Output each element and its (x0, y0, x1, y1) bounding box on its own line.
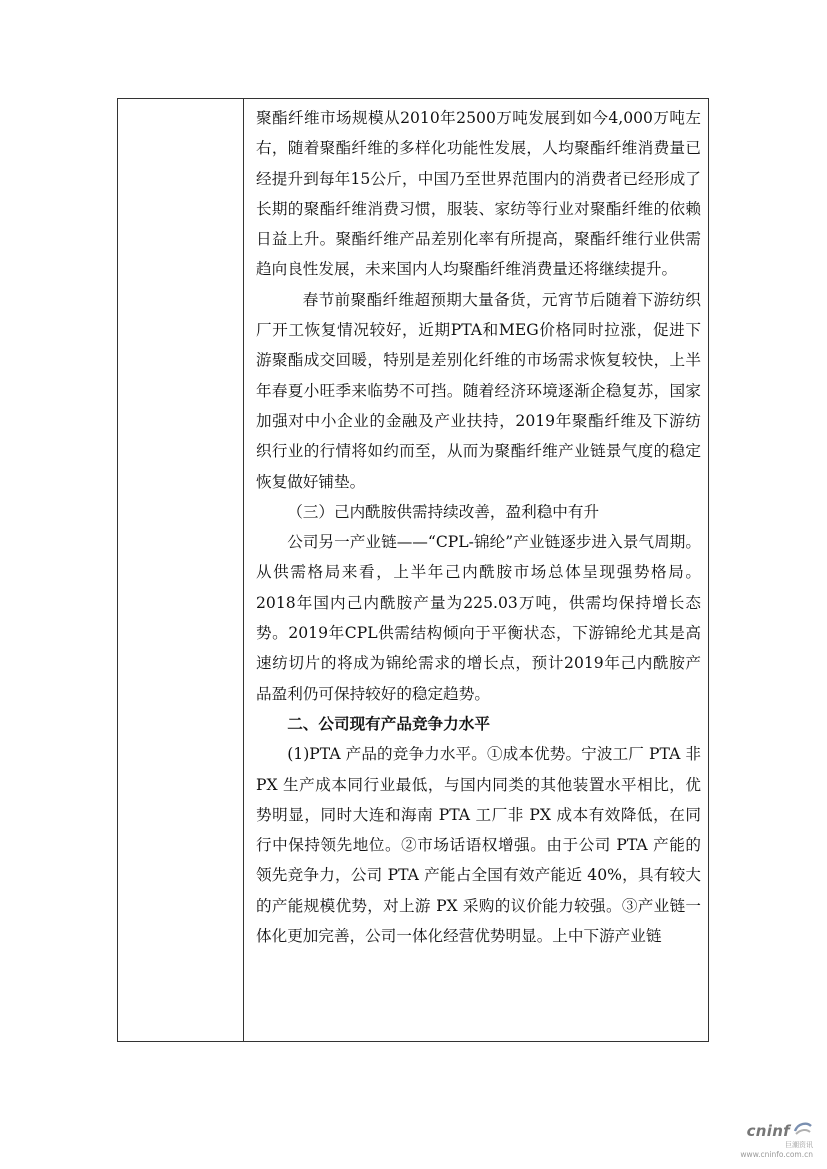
paragraph-pta-competitiveness: (1)PTA 产品的竞争力水平。①成本优势。宁波工厂 PTA 非 PX 生产成本同行业最低，与国内同类的其他装置水平相比，优势明显，同时大连和海南 PTA 工厂非 PX 成本有效降低，在同行中保持领先地位。②市场话语权增强。由于公司 PTA 产能的领先竞争力，公司 PTA 产能占全国有效产能近 40%，具有较大的产能规模优势，对上游 PX 采购的议价能力较强。③产业链一体化更加完善，公司一体化经营优势明显。上中下游产业链 (256, 745, 701, 946)
paragraph-spring-festival: 春节前聚酯纤维超预期大量备货，元宵节后随着下游纺织厂开工恢复情况较好，近期PTA和MEG价格同时拉涨，促进下游聚酯成交回暖，特别是差别化纤维的市场需求恢复较快，上半年春夏小旺季来临势不可挡。随着经济环境逐渐企稳复苏，国家加强对中小企业的金融及产业扶持，2019年聚酯纤维及下游纺织行业的行情将如约而至，从而为聚酯纤维产业链景气度的稳定恢复做好铺垫。 (256, 290, 701, 491)
paragraph-cpl-chain: 公司另一产业链——“CPL-锦纶”产业链逐步进入景气周期。从供需格局来看，上半年己内酰胺市场总体呈现强势格局。2018年国内己内酰胺产量为225.03万吨，供需均保持增长态势。2019年CPL供需结构倾向于平衡状态，下游锦纶尤其是高速纺切片的将成为锦纶需求的增长点，预计2019年己内酰胺产品盈利仍可保持较好的稳定趋势。 (256, 533, 701, 703)
watermark-url: www.cninfo.com.cn (740, 1150, 813, 1159)
watermark-sub: 巨潮资讯 (785, 1141, 813, 1149)
section-heading-competitiveness: 二、公司现有产品竞争力水平 (287, 714, 490, 733)
table-left-cell (118, 99, 244, 1041)
subheading-caprolactam: （三）己内酰胺供需持续改善，盈利稳中有升 (287, 502, 600, 521)
cninf-watermark (740, 1121, 813, 1159)
table-content-cell (256, 103, 701, 951)
cninf-swirl-icon (793, 1121, 813, 1141)
document-table (117, 98, 709, 1042)
paragraph-market-scale: 聚酯纤维市场规模从2010年2500万吨发展到如今4,000万吨左右，随着聚酯纤维的多样化功能性发展，人均聚酯纤维消费量已经提升到每年15公斤，中国乃至世界范围内的消费者已经形成了长期的聚酯纤维消费习惯，服装、家纺等行业对聚酯纤维的依赖日益上升。聚酯纤维产品差别化率有所提高，聚酯纤维行业供需趋向良性发展，未来国内人均聚酯纤维消费量还将继续提升。 (256, 109, 701, 279)
watermark-brand: cninf (746, 1122, 790, 1140)
